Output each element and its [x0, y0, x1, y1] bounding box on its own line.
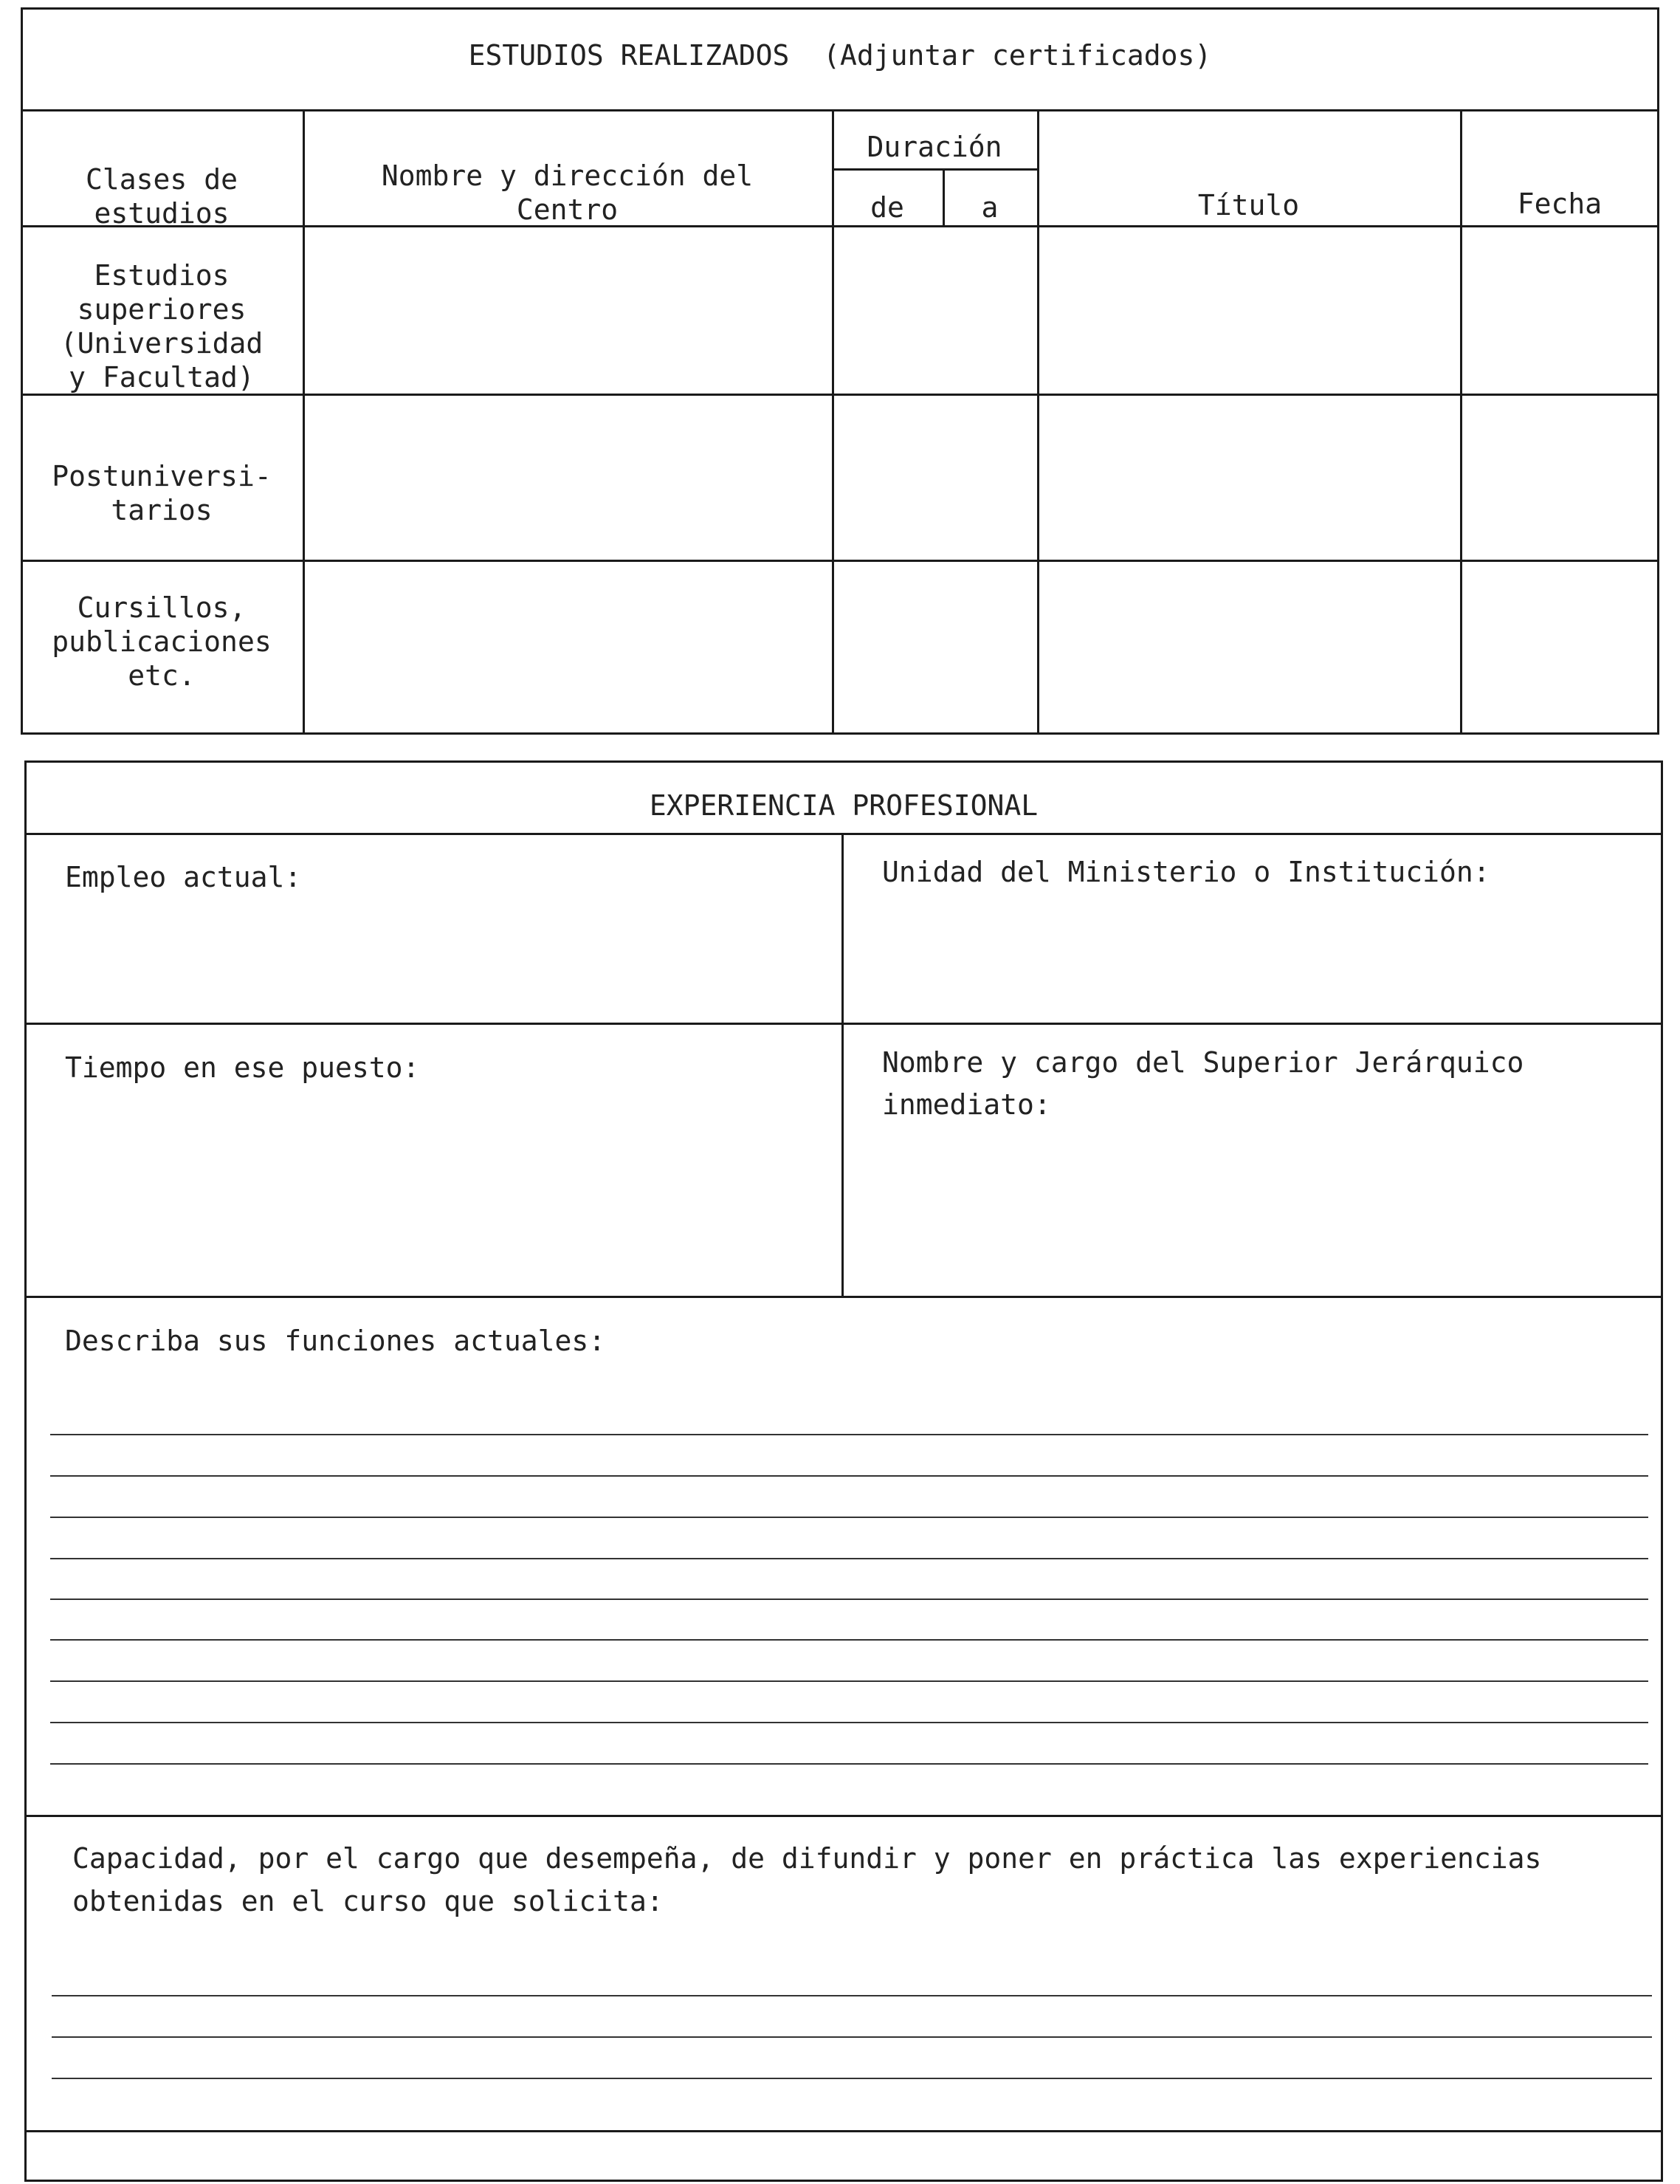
estudios-title: ESTUDIOS REALIZADOS (Adjuntar certificados)	[468, 39, 1212, 72]
superior-label-line1: Nombre y cargo del Superior Jerárquico	[882, 1046, 1524, 1079]
funciones-writing-line[interactable]	[50, 1517, 1648, 1518]
funciones-writing-line[interactable]	[50, 1763, 1648, 1765]
header-de: de	[870, 191, 904, 224]
header-nombre: Nombre y dirección del Centro	[381, 159, 754, 226]
superior-label-line2: inmediato:	[882, 1088, 1051, 1121]
experiencia-box	[24, 760, 1663, 2182]
header-titulo: Título	[1197, 189, 1300, 222]
estudios-title-divider	[21, 109, 1659, 111]
unidad-label: Unidad del Ministerio o Institución:	[882, 856, 1490, 888]
experiencia-col-divider	[841, 833, 844, 1298]
header-a: a	[981, 191, 999, 224]
header-duracion: Duración	[867, 131, 1002, 163]
header-fecha: Fecha	[1517, 188, 1602, 220]
capacidad-writing-line[interactable]	[52, 2036, 1652, 2038]
funciones-writing-line[interactable]	[50, 1598, 1648, 1600]
row-label-superiores: Estudios superiores (Universidad y Facultad)	[60, 259, 264, 394]
funciones-writing-line[interactable]	[50, 1722, 1648, 1723]
row-label-cursillos: Cursillos, publicaciones etc.	[52, 591, 272, 692]
funciones-label: Describa sus funciones actuales:	[65, 1325, 606, 1357]
estudios-row-divider	[21, 560, 1659, 562]
experiencia-row-divider	[24, 1023, 1663, 1025]
experiencia-title-divider	[24, 833, 1663, 835]
tiempo-label: Tiempo en ese puesto:	[65, 1051, 420, 1084]
funciones-writing-line[interactable]	[50, 1475, 1648, 1477]
capacidad-writing-line[interactable]	[52, 1995, 1652, 1996]
experiencia-row-divider	[24, 2130, 1663, 2132]
capacidad-writing-line[interactable]	[52, 2078, 1652, 2079]
row-label-postuniversitarios: Postuniversi- tarios	[52, 460, 272, 526]
funciones-writing-line[interactable]	[50, 1680, 1648, 1682]
experiencia-row-divider	[24, 1296, 1663, 1298]
duracion-divider	[832, 168, 1037, 171]
header-clases: Clases de estudios	[86, 163, 238, 230]
funciones-writing-line[interactable]	[50, 1558, 1648, 1559]
capacidad-label-line2: obtenidas en el curso que solicita:	[72, 1885, 664, 1917]
capacidad-label-line1: Capacidad, por el cargo que desempeña, de difundir y poner en práctica las experiencias	[72, 1842, 1542, 1875]
empleo-actual-label: Empleo actual:	[65, 861, 302, 893]
experiencia-title: EXPERIENCIA PROFESIONAL	[649, 789, 1039, 822]
funciones-writing-line[interactable]	[50, 1434, 1648, 1435]
funciones-writing-line[interactable]	[50, 1639, 1648, 1641]
experiencia-row-divider	[24, 1815, 1663, 1817]
